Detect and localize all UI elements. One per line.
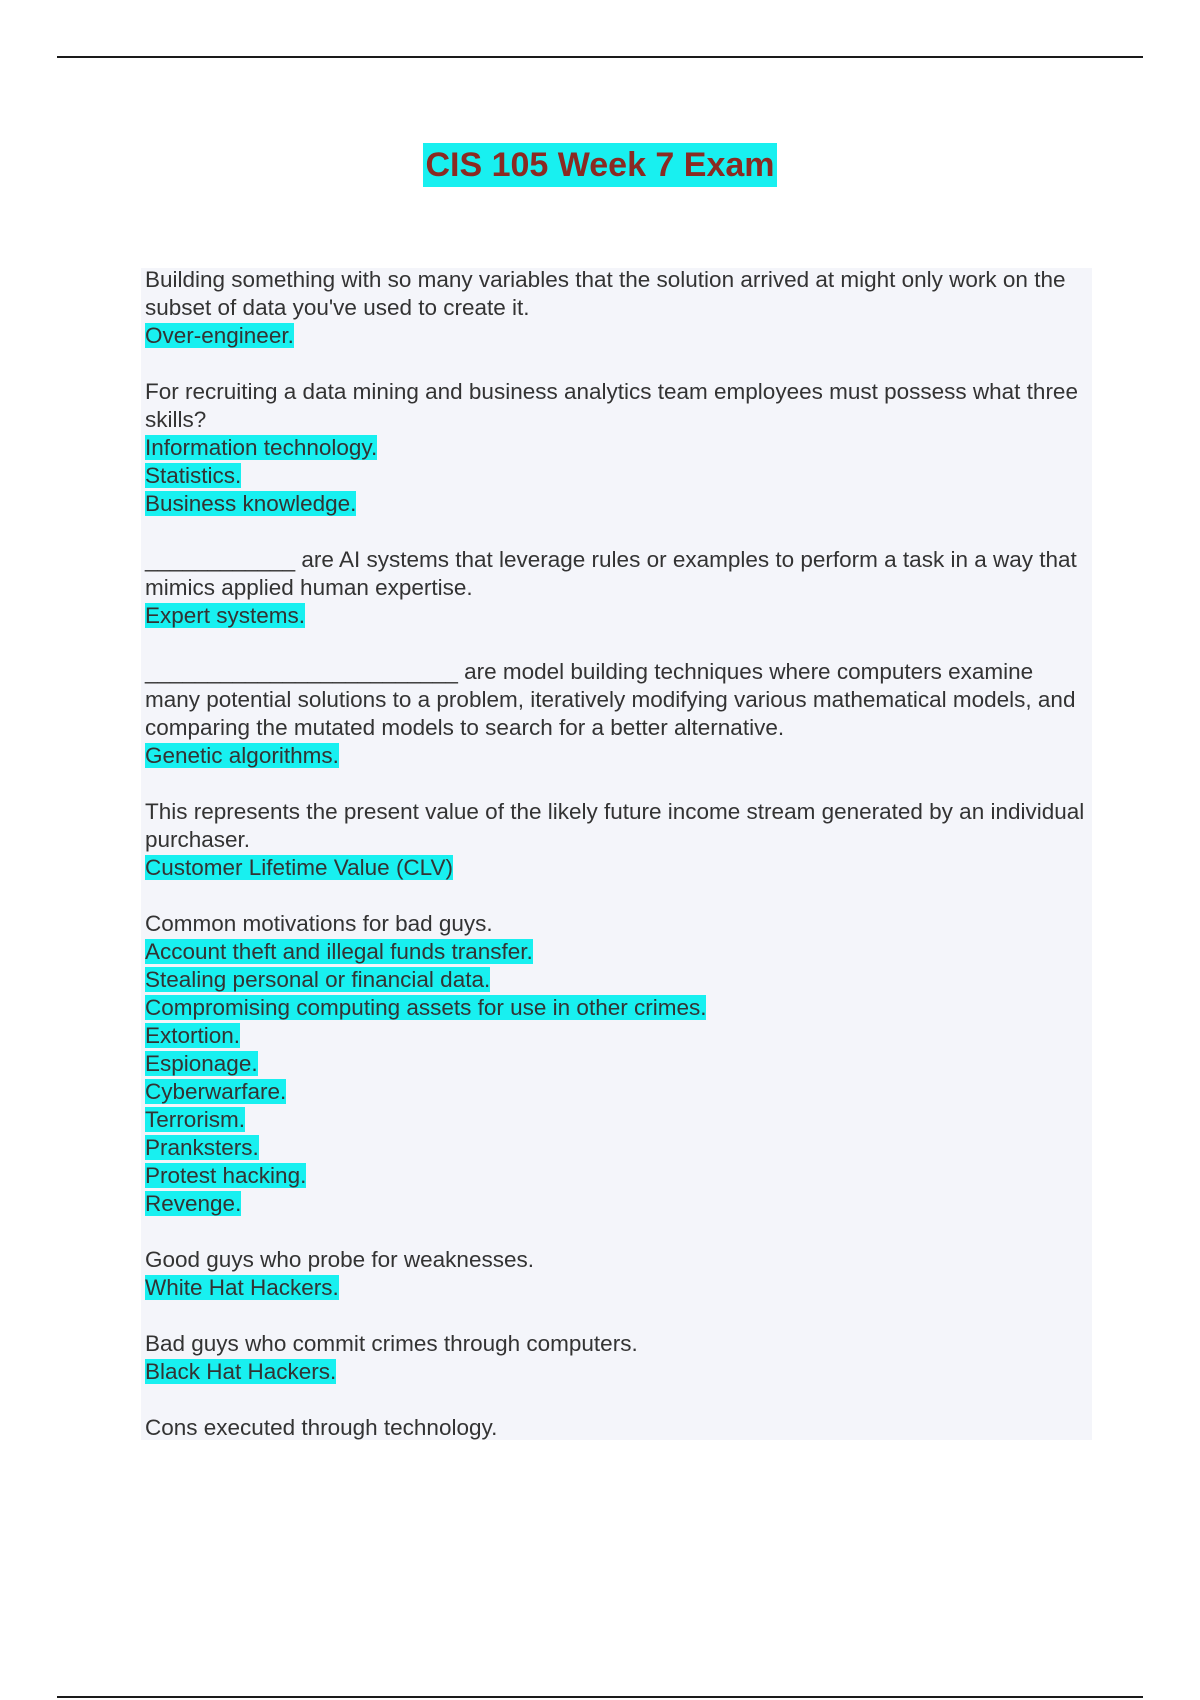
answer-highlight: Compromising computing assets for use in other crimes.	[145, 995, 707, 1020]
answer-line	[145, 1358, 1090, 1386]
answer-highlight: Customer Lifetime Value (CLV)	[145, 855, 454, 880]
answer-highlight: Business knowledge.	[145, 491, 357, 516]
answer-highlight: Pranksters.	[145, 1135, 259, 1160]
answer-highlight: Protest hacking.	[145, 1163, 307, 1188]
answer-line	[145, 1274, 1090, 1302]
document-title: CIS 105 Week 7 Exam	[423, 143, 776, 187]
answer-line	[145, 1078, 1090, 1106]
title-container	[0, 143, 1200, 187]
qa-item	[145, 910, 1090, 1218]
qa-item	[145, 378, 1090, 518]
answer-line	[145, 490, 1090, 518]
question-text: Good guys who probe for weaknesses.	[145, 1247, 534, 1272]
answer-highlight: Stealing personal or financial data.	[145, 967, 491, 992]
answer-line	[145, 434, 1090, 462]
answer-line	[145, 462, 1090, 490]
answer-highlight: Expert systems.	[145, 603, 306, 628]
qa-item	[145, 1330, 1090, 1386]
question-text: Building something with so many variables that the solution arrived at might only work on the subset of data you've used to create it.	[145, 267, 1066, 320]
answer-line	[145, 1190, 1090, 1218]
answer-highlight: Terrorism.	[145, 1107, 245, 1132]
qa-item	[145, 1246, 1090, 1302]
answer-highlight: Genetic algorithms.	[145, 743, 339, 768]
question-text: _________________________ are model building techniques where computers examine many potential solutions to a problem, iteratively modifying various mathematical models, and comparing the mutated models to search for a better alternative.	[145, 659, 1076, 740]
answer-line	[145, 322, 1090, 350]
question-text: Bad guys who commit crimes through computers.	[145, 1331, 638, 1356]
answer-highlight: Extortion.	[145, 1023, 241, 1048]
qa-item	[145, 266, 1090, 350]
answer-line	[145, 1134, 1090, 1162]
header-rule	[57, 56, 1143, 58]
answer-highlight: Over-engineer.	[145, 323, 294, 348]
answer-line	[145, 602, 1090, 630]
question-text: For recruiting a data mining and business analytics team employees must possess what three skills?	[145, 379, 1078, 432]
footer-rule	[57, 1696, 1143, 1698]
answer-highlight: Black Hat Hackers.	[145, 1359, 337, 1384]
qa-item	[145, 546, 1090, 630]
answer-line	[145, 966, 1090, 994]
question-text: Cons executed through technology.	[145, 1415, 498, 1440]
answer-line	[145, 1050, 1090, 1078]
answer-line	[145, 1162, 1090, 1190]
qa-item	[145, 1414, 1090, 1442]
answer-highlight: Espionage.	[145, 1051, 258, 1076]
answer-highlight: Cyberwarfare.	[145, 1079, 287, 1104]
answer-highlight: White Hat Hackers.	[145, 1275, 339, 1300]
answer-highlight: Account theft and illegal funds transfer.	[145, 939, 533, 964]
answer-line	[145, 854, 1090, 882]
question-text: ____________ are AI systems that leverage rules or examples to perform a task in a way that mimics applied human expertise.	[145, 547, 1077, 600]
answer-line	[145, 742, 1090, 770]
qa-item	[145, 798, 1090, 882]
answer-highlight: Revenge.	[145, 1191, 242, 1216]
answer-line	[145, 938, 1090, 966]
answer-highlight: Information technology.	[145, 435, 378, 460]
answer-line	[145, 1022, 1090, 1050]
question-text: Common motivations for bad guys.	[145, 911, 493, 936]
answer-line	[145, 1106, 1090, 1134]
qa-item	[145, 658, 1090, 770]
qa-list	[145, 266, 1090, 1470]
question-text: This represents the present value of the likely future income stream generated by an individual purchaser.	[145, 799, 1085, 852]
answer-line	[145, 994, 1090, 1022]
answer-highlight: Statistics.	[145, 463, 242, 488]
